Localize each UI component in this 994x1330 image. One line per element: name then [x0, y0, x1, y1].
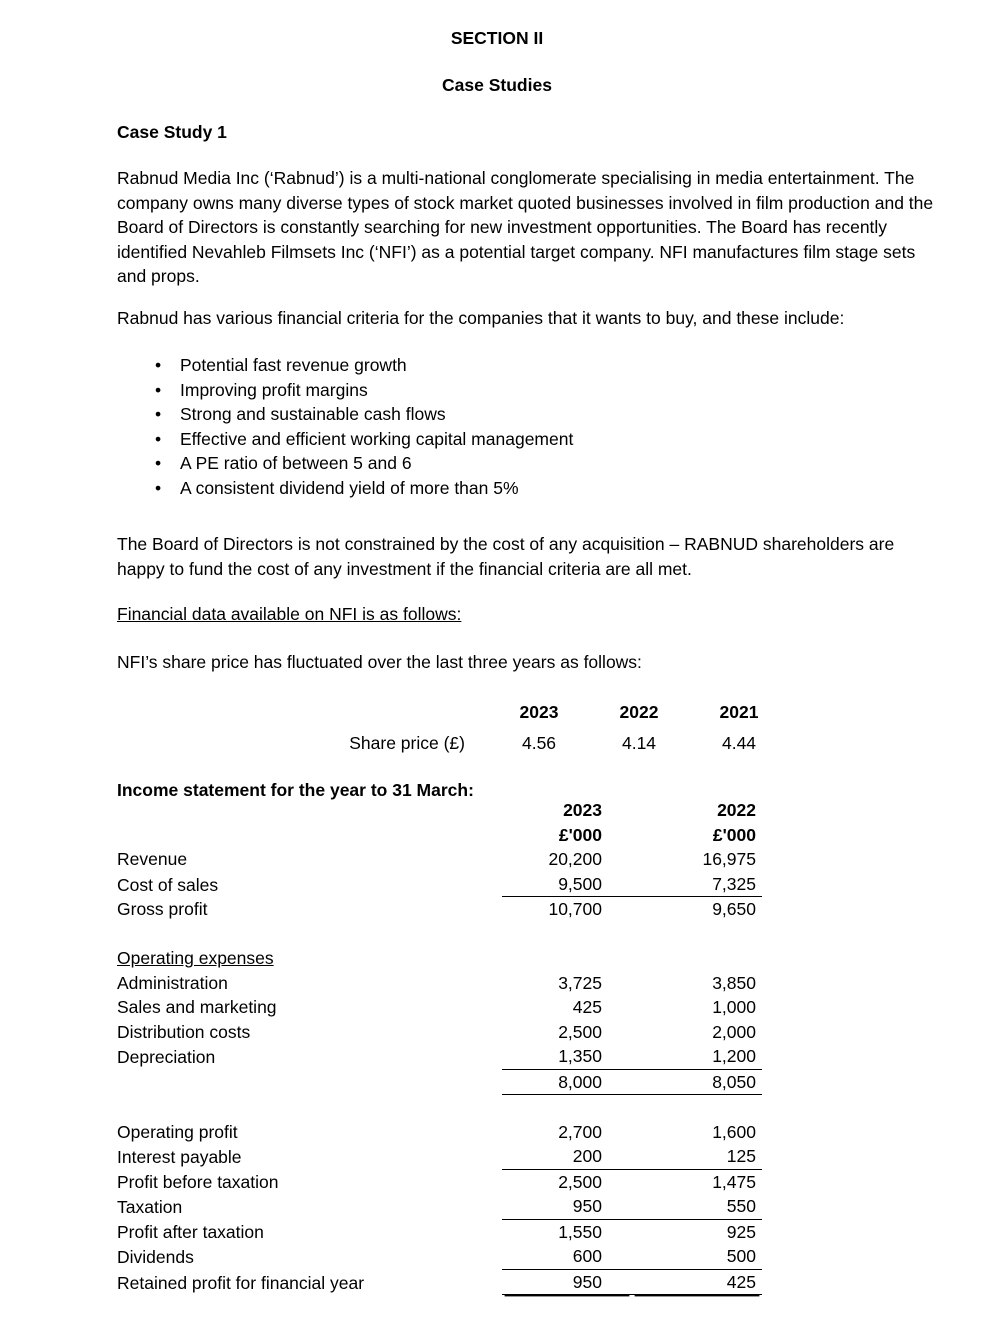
income-col-units-2023: £'000: [558, 824, 602, 845]
row-value-2022: 1,475: [712, 1171, 756, 1192]
list-item-label: Strong and sustainable cash flows: [180, 404, 446, 424]
income-col-year-2022: 2022: [717, 800, 756, 820]
criteria-intro-paragraph: Rabnud has various financial criteria for the companies that it wants to buy, and these include:: [117, 308, 845, 328]
table-row: [117, 1070, 762, 1096]
list-item: [117, 476, 937, 501]
row-value-2023: 2,500: [558, 1021, 602, 1042]
share-price-row-label: Share price (£): [349, 733, 465, 753]
row-label: Revenue: [117, 849, 188, 869]
table-row: [117, 1120, 762, 1145]
row-label: Sales and marketing: [117, 997, 277, 1017]
income-col-year-2023: 2023: [563, 800, 602, 820]
row-label: Profit after taxation: [117, 1221, 264, 1242]
row-value-2023: 20,200: [548, 849, 602, 869]
table-row: [117, 872, 762, 898]
financial-criteria-list: [117, 353, 937, 500]
list-item: [117, 427, 937, 452]
operating-expenses-total-2022: 8,050: [632, 1070, 762, 1096]
table-row: [117, 1170, 762, 1195]
bullet-icon: •: [155, 477, 162, 498]
table-row: [117, 995, 762, 1020]
empty-cell: [117, 798, 502, 823]
row-value-2023: 9,500: [502, 872, 632, 898]
list-item-label: Potential fast revenue growth: [180, 355, 407, 375]
row-value-2022: 1,600: [712, 1121, 756, 1142]
row-value-2022: 9,650: [712, 899, 756, 919]
share-price-year-2023: 2023: [519, 702, 559, 722]
row-label: Gross profit: [117, 899, 208, 919]
bullet-icon: •: [155, 355, 162, 375]
row-value-2023: 10,700: [548, 899, 602, 919]
row-value-2022: 1,200: [632, 1044, 762, 1070]
share-price-value-2022: 4.14: [621, 733, 657, 753]
bullet-icon: •: [155, 453, 162, 473]
bullet-icon: •: [155, 379, 162, 400]
table-row: [117, 1144, 762, 1170]
list-item-label: A consistent dividend yield of more than 5%: [180, 477, 519, 498]
table-row: [117, 1244, 762, 1270]
list-item-label: A PE ratio of between 5 and 6: [180, 453, 412, 473]
case-study-heading: Case Study 1: [117, 122, 227, 142]
operating-expenses-total-2023: 8,000: [502, 1070, 632, 1096]
page-title: SECTION II: [450, 28, 544, 48]
row-value-2023: 1,550: [558, 1221, 602, 1242]
table-row: [117, 1044, 762, 1070]
row-value-2023: 950: [502, 1270, 632, 1296]
row-label: Interest payable: [117, 1147, 242, 1167]
table-row: [117, 971, 762, 996]
row-label: Cost of sales: [117, 874, 219, 895]
row-value-2022: 425: [632, 1270, 762, 1296]
row-value-2022: 500: [632, 1244, 762, 1270]
row-value-2022: 1,000: [712, 997, 756, 1017]
row-label: Dividends: [117, 1247, 194, 1267]
row-label: Administration: [117, 972, 228, 993]
row-label: Retained profit for financial year: [117, 1272, 365, 1293]
table-row: [117, 1020, 762, 1045]
row-value-2023: 2,500: [558, 1171, 602, 1192]
row-value-2023: 1,350: [502, 1044, 632, 1070]
income-statement-table: [117, 798, 762, 1295]
row-value-2023: 425: [572, 997, 602, 1017]
empty-cell: [502, 946, 632, 971]
row-label: Operating profit: [117, 1121, 238, 1142]
intro-paragraph: Rabnud Media Inc (‘Rabnud’) is a multi-national conglomerate specialising in media entertainment. The company owns many diverse types of stock market quoted businesses involved in film production and the Board of Directors is constantly searching for new investment opportunities. The Board has recently identified Nevahleb Filmsets Inc (‘NFI’) as a potential target company. NFI manufactures film stage sets and props.: [117, 168, 934, 286]
row-value-2023: 200: [502, 1144, 632, 1170]
list-item-label: Improving profit margins: [180, 379, 368, 400]
share-price-intro-paragraph: NFI’s share price has fluctuated over the last three years as follows:: [117, 652, 642, 672]
share-price-value-2021: 4.44: [721, 733, 757, 753]
income-col-units-2022: £'000: [712, 824, 756, 845]
row-value-2023: 950: [502, 1194, 632, 1220]
list-item: [117, 378, 937, 403]
list-item: [117, 451, 937, 476]
share-price-table: [117, 697, 789, 759]
row-label: Depreciation: [117, 1047, 216, 1067]
row-value-2022: 2,000: [712, 1021, 756, 1042]
board-paragraph: The Board of Directors is not constrained by the cost of any acquisition – RABNUD shareholders are happy to fund the cost of any investment if the financial criteria are all met.: [117, 534, 895, 579]
operating-expenses-subheading: Operating expenses: [117, 948, 274, 968]
row-value-2022: 550: [632, 1194, 762, 1220]
table-row: [117, 847, 762, 872]
empty-cell: [117, 823, 502, 848]
row-label: Distribution costs: [117, 1021, 251, 1042]
row-label: Profit before taxation: [117, 1171, 279, 1192]
spacer-row: [117, 1095, 762, 1120]
row-value-2022: 3,850: [712, 972, 756, 993]
share-price-year-2021: 2021: [719, 702, 759, 722]
list-item: [117, 353, 937, 378]
share-price-year-2022: 2022: [619, 702, 659, 722]
table-row: [117, 1194, 762, 1220]
table-row: [117, 1270, 762, 1296]
table-header-row: [117, 823, 762, 848]
financial-data-heading: [117, 602, 461, 627]
row-value-2022: 925: [726, 1221, 756, 1242]
case-studies-subtitle: Case Studies: [442, 75, 552, 95]
table-row: [117, 1220, 762, 1245]
table-row: [117, 697, 789, 728]
row-value-2023: 600: [502, 1244, 632, 1270]
share-price-value-2023: 4.56: [521, 733, 557, 753]
bullet-icon: •: [155, 404, 162, 424]
table-row: [117, 728, 789, 759]
empty-cell: [117, 697, 489, 728]
list-item: [117, 402, 937, 427]
row-value-2022: 7,325: [632, 872, 762, 898]
row-value-2022: 16,975: [702, 849, 756, 869]
list-item-label: Effective and efficient working capital management: [180, 428, 574, 449]
financial-data-heading-text: Financial data available on NFI is as follows:: [117, 604, 462, 624]
empty-cell: [117, 1070, 502, 1096]
income-statement-heading: Income statement for the year to 31 March:: [117, 780, 474, 800]
table-header-row: [117, 798, 762, 823]
row-value-2022: 125: [632, 1144, 762, 1170]
row-value-2023: 3,725: [558, 972, 602, 993]
spacer-row: [117, 922, 762, 947]
row-label: Taxation: [117, 1197, 183, 1217]
table-row: [117, 897, 762, 922]
bullet-icon: •: [155, 428, 162, 449]
table-row: [117, 946, 762, 971]
empty-cell: [632, 946, 762, 971]
row-value-2023: 2,700: [558, 1121, 602, 1142]
